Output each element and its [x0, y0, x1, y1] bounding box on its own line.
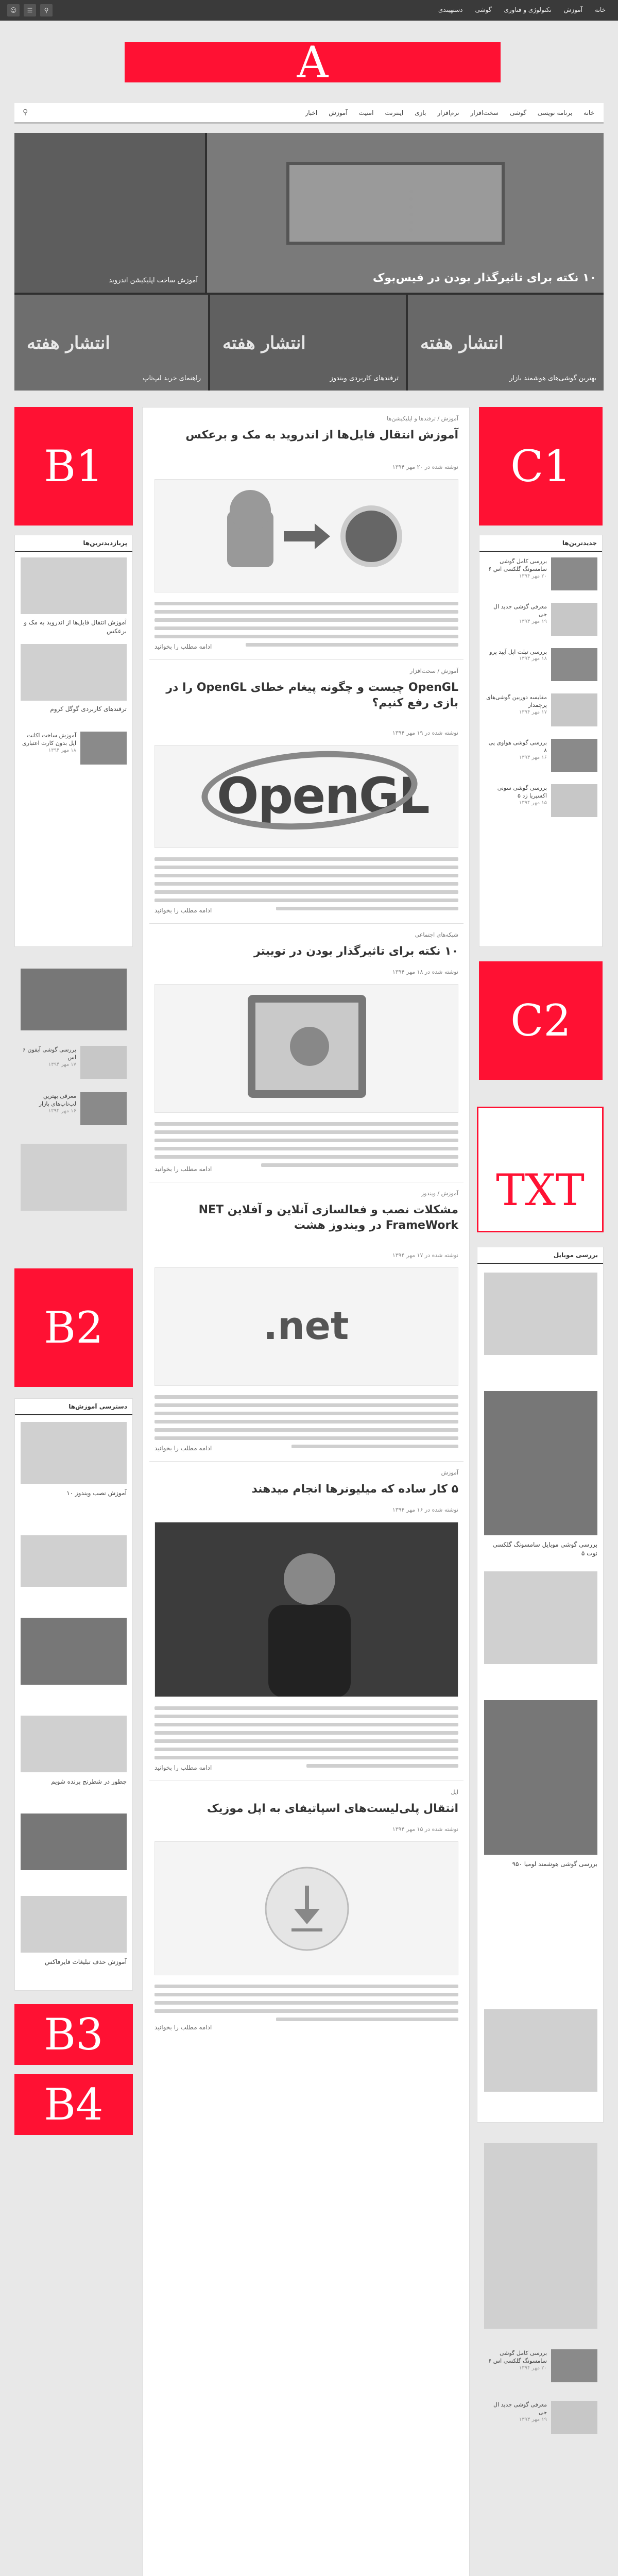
item-title: بررسی گوشی سونی اکسپریا زد ۵ [497, 785, 547, 800]
right-sidebar-mobile [477, 1247, 604, 2123]
item-title: بررسی کامل گوشی سامسونگ گلکسی اس ۶ [488, 2350, 547, 2365]
item-title: بررسی گوشی آیفون ۶ اس [23, 1046, 76, 1061]
nav-item[interactable]: خانه [583, 109, 594, 116]
item-title: معرفی گوشی جدید ال جی [493, 2401, 547, 2416]
sidebar-caption[interactable]: آموزش حذف تبلیغات فایرفاکس [44, 1958, 127, 1965]
top-link-categories[interactable]: دستهبندی [438, 6, 463, 13]
slide-stamp: انتشار هفته [222, 333, 306, 354]
thumbnail [80, 1092, 127, 1125]
read-more-link[interactable]: ادامه مطلب را بخوانید [154, 1445, 212, 1452]
read-more-link[interactable]: ادامه مطلب را بخوانید [154, 643, 212, 650]
post-meta: نوشته شده در ۲۰ مهر ۱۳۹۴ [392, 464, 458, 470]
featured-slider [14, 133, 604, 391]
sidebar-image[interactable] [21, 1422, 127, 1484]
top-link-tech[interactable]: تکنولوژی و فناوری [504, 6, 552, 13]
item-title: آموزش ساخت اکانت اپل بدون کارت اعتباری [22, 732, 76, 747]
item-date: ۱۸ مهر ۱۳۹۴ [519, 656, 547, 662]
sidebar-list-item[interactable] [484, 2401, 597, 2434]
slide-small[interactable] [210, 295, 406, 391]
sidebar-caption[interactable]: بررسی گوشی هوشمند لومیا ۹۵۰ [512, 1860, 597, 1868]
post-category[interactable]: آموزش / ترفندها و اپلیکیشن‌ها [387, 415, 458, 422]
thumbnail [551, 739, 597, 772]
sidebar-heading: جدیدترین‌ها [479, 535, 602, 552]
sidebar-image[interactable] [484, 1273, 597, 1355]
user-icon[interactable]: ☺ [7, 4, 20, 16]
sidebar-list-item[interactable] [484, 648, 597, 681]
dotnet-logo: .net [263, 1304, 349, 1348]
item-title: بررسی کامل گوشی سامسونگ گلکسی اس ۶ [488, 558, 547, 573]
android-to-apple-icon [155, 480, 458, 592]
sidebar-heading: پربازدیدترین‌ها [15, 535, 132, 552]
item-date: ۱۷ مهر ۱۳۹۴ [48, 1061, 76, 1067]
ad-slot-c2[interactable]: C2 [479, 961, 603, 1080]
sidebar-list-item[interactable] [484, 2349, 597, 2382]
search-icon[interactable]: ⚲ [23, 108, 28, 116]
post-meta: نوشته شده در ۱۵ مهر ۱۳۹۴ [392, 1826, 458, 1833]
post-excerpt [154, 1122, 458, 1172]
nav-item[interactable]: سخت‌افزار [470, 109, 499, 116]
slide-small[interactable] [408, 295, 604, 391]
slide-caption: ترفندهای کاربردی ویندوز [330, 375, 399, 382]
post-title[interactable]: انتقال پلی‌لیست‌های اسپاتیفای به اپل موزیک [207, 1802, 458, 1815]
post-title[interactable]: ۵ کار ساده که میلیونرها انجام میدهند [251, 1483, 458, 1496]
item-date: ۱۸ مهر ۱۳۹۴ [48, 747, 76, 753]
item-date: ۱۶ مهر ۱۳۹۴ [519, 754, 547, 760]
ad-slot-c1[interactable]: C1 [479, 407, 603, 526]
sidebar-caption[interactable]: بررسی گوشی موبایل سامسونگ گلکسی نوت ۵ [492, 1541, 597, 1557]
item-date: ۲۰ مهر ۱۳۹۴ [519, 2365, 547, 2371]
sidebar-image[interactable] [21, 969, 127, 1030]
slide-image [286, 162, 505, 245]
post-excerpt [154, 1706, 458, 1772]
search-icon[interactable]: ⚲ [40, 4, 53, 16]
item-date: ۱۹ مهر ۱۳۹۴ [519, 618, 547, 624]
slide-caption: ۱۰ نکته برای تاثیرگذار بودن در فیس‌بوک [372, 272, 596, 284]
sidebar-image[interactable] [21, 1814, 127, 1870]
item-date: ۲۰ مهر ۱۳۹۴ [519, 573, 547, 579]
nav-item[interactable]: بازی [415, 109, 426, 116]
text-ad-slot[interactable]: TXT [477, 1107, 604, 1232]
slide-second[interactable] [14, 133, 205, 293]
post-image[interactable] [154, 1841, 458, 1975]
nav-item[interactable]: اینترنت [385, 109, 404, 116]
sidebar-heading: دسترسی آموزش‌ها [15, 1399, 132, 1415]
post-image[interactable] [154, 1522, 458, 1697]
ad-slot-b2[interactable]: B2 [14, 1268, 133, 1387]
read-more-link[interactable]: ادامه مطلب را بخوانید [154, 2024, 212, 2031]
divider [149, 659, 464, 660]
item-title: بررسی تبلت اپل آیپد پرو [489, 649, 547, 655]
sidebar-image[interactable] [21, 1716, 127, 1772]
twitter-tablet-illustration [155, 985, 458, 1113]
post-title[interactable]: مشکلات نصب و فعالسازی آنلاین و آفلاین NET FrameWork در ویندوز هشت [198, 1204, 458, 1232]
top-link-tutorials[interactable]: آموزش [563, 6, 583, 13]
ad-slot-a[interactable]: A [125, 42, 501, 82]
top-bar [0, 0, 618, 21]
nav-item[interactable]: برنامه نویسی [537, 109, 573, 116]
top-link-phones[interactable]: گوشی [475, 6, 492, 13]
post-category[interactable]: شبکه‌های اجتماعی [415, 931, 458, 938]
ad-slot-b1[interactable]: B1 [14, 407, 133, 526]
sidebar-image[interactable] [21, 1535, 127, 1587]
sidebar-caption[interactable]: ترفندهای کاربردی گوگل کروم [50, 705, 127, 713]
post-category[interactable]: اپل [451, 1789, 458, 1795]
sidebar-list-item[interactable] [484, 557, 597, 590]
sidebar-image[interactable] [484, 1571, 597, 1664]
thumbnail [551, 648, 597, 681]
ad-slot-b4[interactable]: B4 [14, 2074, 133, 2135]
post-category[interactable]: آموزش / ویندوز [421, 1190, 458, 1197]
thumbnail [551, 693, 597, 726]
menu-icon[interactable]: ☰ [24, 4, 36, 16]
post-meta: نوشته شده در ۱۶ مهر ۱۳۹۴ [392, 1506, 458, 1513]
item-title: معرفی گوشی جدید ال جی [493, 603, 547, 618]
slide-stamp: انتشار هفته [27, 333, 110, 354]
post-meta: نوشته شده در ۱۷ مهر ۱۳۹۴ [392, 1252, 458, 1259]
sidebar-image[interactable] [21, 1618, 127, 1685]
sidebar-list-item[interactable] [21, 1092, 127, 1125]
sidebar-list-item[interactable] [484, 603, 597, 636]
item-title: مقایسه دوربین گوشی‌های پرچمدار [486, 694, 547, 709]
nav-item[interactable]: امنیت [358, 109, 374, 116]
businessman-photo [155, 1522, 458, 1697]
sidebar-image[interactable] [21, 644, 127, 701]
read-more-link[interactable]: ادامه مطلب را بخوانید [154, 1165, 212, 1173]
sidebar-list-item[interactable] [484, 784, 597, 817]
post-image[interactable] [154, 1267, 458, 1386]
sidebar-image[interactable] [484, 2143, 597, 2329]
read-more-link[interactable]: ادامه مطلب را بخوانید [154, 907, 212, 914]
post-title[interactable]: ۱۰ نکته برای تاثیرگذار بودن در توییتر [253, 945, 458, 958]
sidebar-list-item[interactable] [484, 693, 597, 726]
ad-slot-b3[interactable]: B3 [14, 2004, 133, 2065]
nav-item[interactable]: گوشی [509, 109, 526, 116]
main-nav [14, 103, 604, 124]
item-title: بررسی گوشی هواوی پی ۸ [488, 739, 547, 754]
sidebar-image[interactable] [21, 557, 127, 614]
nav-item[interactable]: آموزش [329, 109, 348, 116]
slider-dots[interactable] [409, 190, 413, 232]
post-title[interactable]: آموزش انتقال فایل‌ها از اندروید به مک و برعکس [185, 429, 458, 442]
post-image[interactable] [154, 745, 458, 848]
top-link-home[interactable]: خانه [595, 6, 606, 13]
slide-caption: بهترین گوشی‌های هوشمند بازار [509, 375, 596, 382]
thumbnail [551, 603, 597, 636]
opengl-logo: OpenGL [217, 767, 429, 825]
divider [149, 923, 464, 924]
item-date: ۱۶ مهر ۱۳۹۴ [48, 1108, 76, 1114]
spotify-to-apple-music-icon [155, 1842, 458, 1975]
sidebar-heading: بررسی موبایل [477, 1247, 603, 1264]
sidebar-image[interactable] [21, 1896, 127, 1953]
sidebar-list-item[interactable] [21, 1046, 127, 1079]
sidebar-caption[interactable]: چطور در شطرنج برنده شویم [51, 1778, 127, 1785]
sidebar-image[interactable] [484, 1700, 597, 1855]
post-excerpt [154, 1985, 458, 2026]
divider [149, 1461, 464, 1462]
thumbnail [551, 2401, 597, 2434]
nav-item[interactable]: نرم‌افزار [437, 109, 459, 116]
slide-caption: آموزش ساخت اپلیکیشن اندروید [109, 277, 198, 284]
post-category[interactable]: آموزش / سخت‌افزار [410, 668, 458, 674]
sidebar-image[interactable] [484, 1391, 597, 1535]
item-date: ۱۹ مهر ۱۳۹۴ [519, 2416, 547, 2422]
sidebar-list-item[interactable] [484, 739, 597, 772]
slide-stamp: انتشار هفته [420, 333, 504, 354]
slide-caption: راهنمای خرید لپ‌تاپ [143, 375, 201, 382]
post-image[interactable] [154, 984, 458, 1113]
thumbnail [551, 2349, 597, 2382]
post-meta: نوشته شده در ۱۸ مهر ۱۳۹۴ [392, 969, 458, 975]
nav-item[interactable]: اخبار [305, 109, 318, 116]
slide-small[interactable] [14, 295, 208, 391]
sidebar-image[interactable] [484, 2009, 597, 2092]
thumbnail [551, 557, 597, 590]
post-image[interactable] [154, 479, 458, 592]
item-title: معرفی بهترین لپ‌تاپ‌های بازار [39, 1093, 76, 1108]
sidebar-caption[interactable]: آموزش نصب ویندوز ۱۰ [66, 1489, 127, 1497]
thumbnail [551, 784, 597, 817]
sidebar-list-item[interactable] [21, 732, 127, 765]
post-title[interactable]: OpenGL چیست و چگونه پیغام خطای OpenGL را در بازی رفع کنیم؟ [166, 681, 458, 709]
item-date: ۱۷ مهر ۱۳۹۴ [519, 709, 547, 715]
read-more-link[interactable]: ادامه مطلب را بخوانید [154, 1764, 212, 1771]
sidebar-image[interactable] [21, 1144, 127, 1211]
post-meta: نوشته شده در ۱۹ مهر ۱۳۹۴ [392, 730, 458, 736]
item-date: ۱۵ مهر ۱۳۹۴ [519, 800, 547, 806]
thumbnail [80, 732, 127, 765]
slide-main[interactable] [207, 133, 604, 293]
post-category[interactable]: آموزش [441, 1469, 458, 1476]
thumbnail [80, 1046, 127, 1079]
sidebar-caption[interactable]: آموزش انتقال فایل‌ها از اندروید به مک و برعکس [24, 619, 127, 635]
